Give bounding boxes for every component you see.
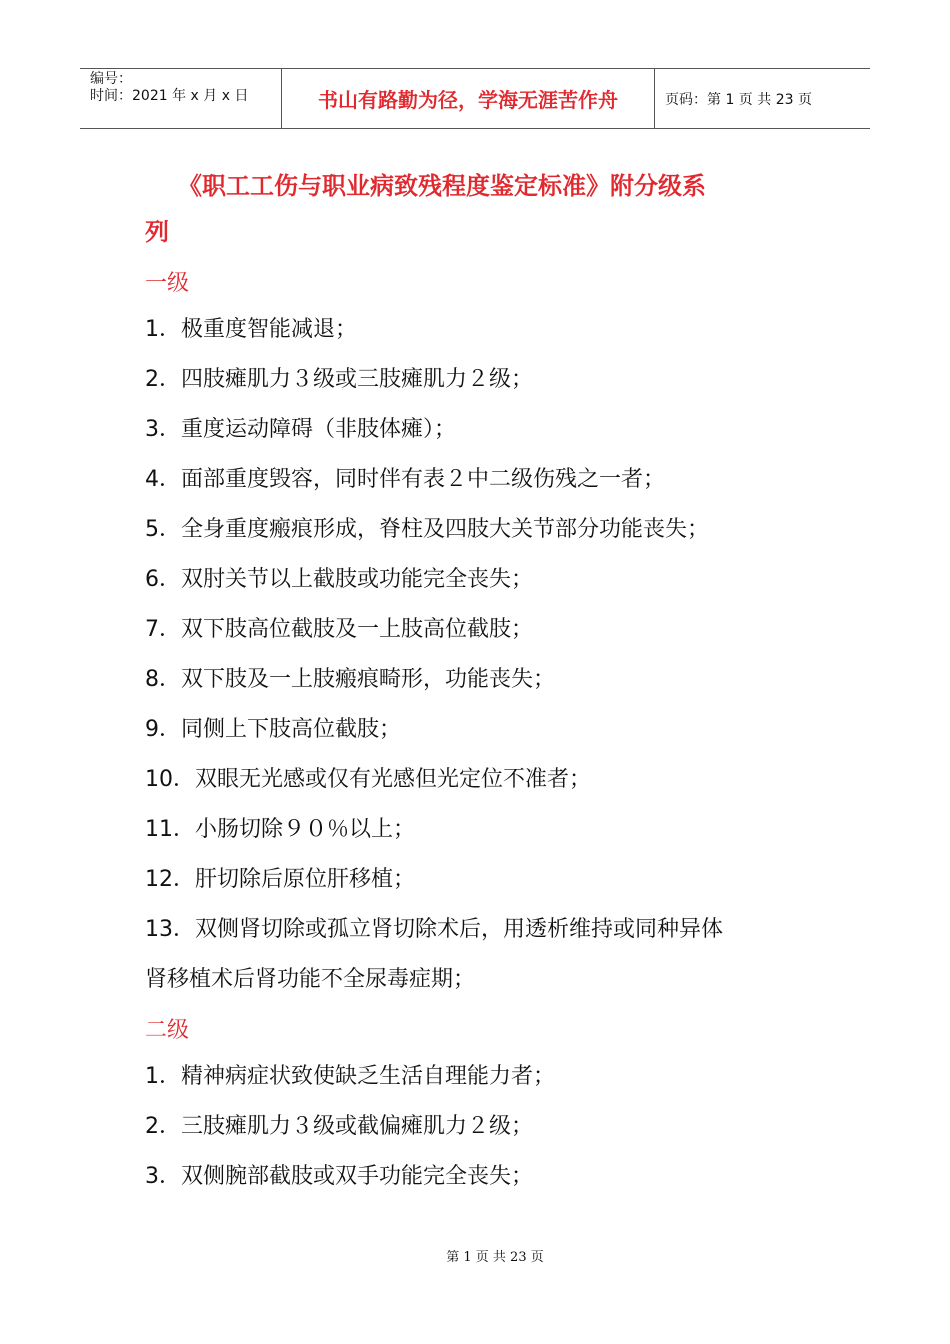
list-item <box>145 755 825 805</box>
item-text: 肝切除后原位肝移植； <box>195 867 416 892</box>
list-item <box>145 555 825 605</box>
document-header <box>80 68 870 129</box>
list-item <box>145 805 825 855</box>
item-number: 13． <box>145 917 195 942</box>
list-item <box>145 405 825 455</box>
list-item <box>145 705 825 755</box>
item-text: 双侧腕部截肢或双手功能完全丧失； <box>181 1164 534 1189</box>
list-item <box>145 1052 825 1102</box>
item-text: 面部重度毁容，同时伴有表２中二级伤残之一者； <box>181 467 666 492</box>
list-item <box>145 455 825 505</box>
item-number: 7． <box>145 617 181 642</box>
list-item <box>145 1102 825 1152</box>
item-number: 2． <box>145 1114 181 1139</box>
item-number: 2． <box>145 367 181 392</box>
list-item <box>145 305 825 355</box>
item-number: 3． <box>145 417 181 442</box>
list-item <box>145 605 825 655</box>
item-text: 双下肢高位截肢及一上肢高位截肢； <box>181 617 534 642</box>
item-number: 6． <box>145 567 181 592</box>
item-number: 1． <box>145 1064 181 1089</box>
item-text: 三肢瘫肌力３级或截偏瘫肌力２级； <box>181 1114 534 1139</box>
list-item <box>145 505 825 555</box>
header-meta <box>80 69 282 128</box>
item-text: 极重度智能减退； <box>181 317 358 342</box>
item-text: 精神病症状致使缺乏生活自理能力者； <box>181 1064 556 1089</box>
list-item <box>145 1152 825 1202</box>
document-title-line-2: 列 <box>145 217 169 246</box>
list-item <box>145 655 825 705</box>
item-number: 9． <box>145 717 181 742</box>
list-item <box>145 855 825 905</box>
number-label: 编号： <box>90 71 132 87</box>
item-text: 重度运动障碍（非肢体瘫）； <box>181 417 457 442</box>
item-number: 5． <box>145 517 181 542</box>
header-page-info: 页码：第 1 页 共 23 页 <box>665 91 812 108</box>
item-text: 四肢瘫肌力３级或三肢瘫肌力２级； <box>181 367 534 392</box>
document-title-line-1: 《职工工伤与职业病致残程度鉴定标准》附分级系 <box>178 171 706 200</box>
section-label-level-2: 二级 <box>145 1018 190 1043</box>
list-item <box>145 905 825 955</box>
item-text: 全身重度瘢痕形成，脊柱及四肢大关节部分功能丧失； <box>181 517 710 542</box>
item-number: 10． <box>145 767 195 792</box>
item-text: 小肠切除９０％以上； <box>195 817 416 842</box>
item-text: 同侧上下肢高位截肢； <box>181 717 402 742</box>
item-number: 12． <box>145 867 195 892</box>
item-number: 4． <box>145 467 181 492</box>
item-text: 双下肢及一上肢瘢痕畸形，功能丧失； <box>181 667 556 692</box>
header-motto: 书山有路勤为径，学海无涯苦作舟 <box>282 69 655 128</box>
time-label: 时间：2021 年 x 月 x 日 <box>90 88 249 104</box>
list-item <box>145 355 825 405</box>
section-label-level-1: 一级 <box>145 271 190 296</box>
item-text: 双眼无光感或仅有光感但光定位不准者； <box>195 767 592 792</box>
item-number: 11． <box>145 817 195 842</box>
item-text: 双侧肾切除或孤立肾切除术后，用透析维持或同种异体 <box>195 917 724 942</box>
item-number: 3． <box>145 1164 181 1189</box>
item-text: 双肘关节以上截肢或功能完全丧失； <box>181 567 534 592</box>
list-item-continuation: 肾移植术后肾功能不全尿毒症期； <box>145 967 476 992</box>
page-footer: 第 1 页 共 23 页 <box>446 1250 544 1265</box>
item-number: 1． <box>145 317 181 342</box>
item-number: 8． <box>145 667 181 692</box>
